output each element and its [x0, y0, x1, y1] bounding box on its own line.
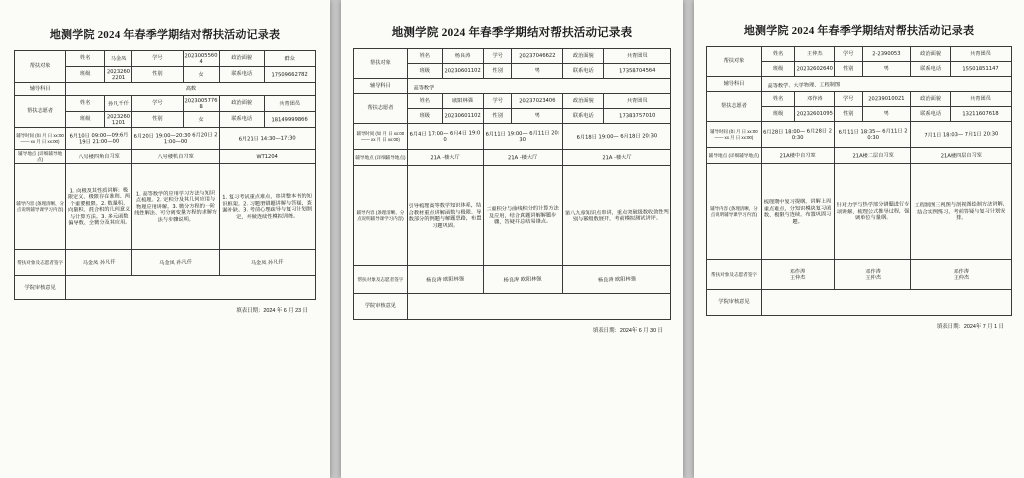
value-review: [407, 294, 670, 320]
label-tutor-place: 辅导地点 (详细辅导地点): [707, 148, 762, 164]
label-helper: 帮扶志愿者: [354, 94, 408, 124]
value-place-1: 八号楼四角自习室: [66, 149, 132, 165]
value-subject: 高等数学、大学物理、工程制图: [761, 74, 1011, 94]
table-row: [354, 94, 671, 109]
label-signature: 帮扶对象及志愿者签字: [354, 266, 408, 294]
label-helper: 帮扶志愿者: [15, 96, 66, 128]
label-signature: 帮扶对象及志愿者签字: [707, 260, 762, 290]
value-content-1: 引导梳理高等数学知识体系，结合教材重点讲解函数与极限、导数部分的例题与解题思路，布置习题巩固。: [407, 165, 484, 266]
label-helper-class: 班级: [761, 107, 795, 122]
label-helper-class: 班级: [407, 109, 442, 124]
label-class: 班级: [66, 67, 105, 83]
value-review: [761, 290, 1011, 316]
value-political: 共青团员: [604, 48, 671, 64]
value-place-2: 21A -楼大厅: [483, 149, 563, 167]
table-row: [707, 77, 1012, 92]
value-student-id: 20230055604: [183, 50, 219, 67]
form-sheet-1: [0, 0, 330, 478]
label-helper-political: 政治面貌: [563, 94, 604, 109]
label-name: 姓名: [66, 51, 105, 67]
value-helper-class: 20232601095: [795, 106, 835, 122]
value-time-2: 6月11日 18:35— 6月11日 20:30: [834, 121, 911, 149]
table-row: [354, 166, 671, 266]
label-helper: 帮扶志愿者: [707, 92, 762, 122]
label-help-target: 帮扶对象: [354, 49, 408, 79]
label-tutor-time: 辅导时间 (如 月 日 xx:00 —— xx 月 日 xx:00): [354, 124, 408, 150]
record-table-1: [14, 50, 316, 300]
label-tutor-time: 辅导时间 (如 月 日 xx:00 —— xx 月 日 xx:00): [15, 128, 66, 150]
value-signature-2: 马金凤 孙凡仟: [131, 248, 219, 277]
label-gender: 性别: [483, 64, 512, 79]
label-helper-name: 姓名: [407, 94, 442, 109]
label-gender: 性别: [835, 62, 862, 77]
value-time-3: 6月21日 14:30—17:30: [219, 126, 316, 150]
value-helper-id: 20237023406: [512, 93, 563, 109]
label-helper-contact: 联系电话: [219, 112, 264, 128]
value-content-2: 二重积分与曲线积分的计算方法及应用，结合真题讲解解题步骤，答疑并总结易错点。: [483, 165, 564, 266]
label-tutor-place: 辅导地点 (详细辅导地点): [354, 150, 408, 166]
table-row: [354, 150, 671, 166]
table-row: [15, 164, 316, 250]
value-signature-1: 马金凤 孙凡仟: [65, 249, 132, 277]
label-helper-gender: 性别: [835, 107, 862, 122]
table-row: [707, 290, 1012, 316]
label-helper-gender: 性别: [483, 109, 512, 124]
value-place-3: WT1204: [219, 148, 316, 164]
label-subject: 辅导科目: [707, 77, 762, 92]
value-place-3: 21A -楼大厅: [563, 148, 671, 166]
value-helper-political: 共青团员: [950, 91, 1011, 107]
value-subject: 高数: [66, 80, 316, 98]
value-helper-class: 20232601201: [105, 111, 132, 128]
label-name: 姓名: [407, 49, 442, 64]
label-contact: 联系电话: [911, 62, 951, 77]
value-gender: 男: [862, 61, 911, 77]
form-sheet-2: [341, 0, 683, 478]
label-gender: 性别: [132, 67, 183, 83]
label-student-id: 学号: [835, 47, 862, 62]
label-help-target: 帮扶对象: [707, 47, 762, 77]
value-name: 马金凤: [105, 50, 132, 67]
value-content-3: 工程制图三视图与剖视图绘制方法讲解，结合实例练习，考前答疑与复习计划安排。: [910, 163, 1012, 260]
value-content-1: 梳理期中复习提纲，讲解上周重点难点，分知识模块复习函数、极限与连续，布置巩固习题。: [761, 163, 836, 260]
label-contact: 联系电话: [563, 64, 604, 79]
value-helper-name: 孙凡千仟: [105, 95, 132, 112]
label-contact: 联系电话: [219, 67, 264, 83]
value-helper-gender: 男: [862, 106, 911, 122]
value-time-2: 6月11日 19:00— 6月11日 20:30: [483, 123, 563, 151]
record-table-2: [353, 48, 671, 320]
value-helper-political: 共青团员: [604, 93, 671, 109]
label-helper-contact: 联系电话: [563, 109, 604, 124]
label-political: 政治面貌: [219, 51, 264, 67]
value-place-1: 21A楼中自习室: [761, 147, 835, 165]
value-review: [66, 276, 316, 300]
page-title-2: 地测学院 2024 年春季学期结对帮扶活动记录表: [391, 27, 633, 39]
label-helper-name: 姓名: [761, 92, 795, 107]
label-helper-gender: 性别: [132, 112, 183, 128]
value-student-id: 2-2390053: [862, 46, 911, 62]
table-row: [354, 266, 671, 294]
table-row: [15, 128, 316, 150]
value-signature-2: 杨良涛 欧阳林强: [483, 264, 563, 295]
table-row: [707, 148, 1012, 164]
label-review: 学院审核意见: [354, 294, 408, 320]
value-gender: 女: [183, 66, 219, 83]
table-row: [707, 164, 1012, 260]
value-time-1: 6月10日 09:00—09:6月 19日 21:00—00: [65, 127, 132, 150]
value-helper-name: 邓作涛: [795, 91, 835, 107]
table-row: [15, 51, 316, 67]
label-political: 政治面貌: [563, 49, 604, 64]
value-class: 20232602640: [795, 61, 835, 77]
value-helper-id: 20239010021: [862, 91, 911, 107]
label-help-target: 帮扶对象: [15, 51, 66, 83]
value-political: 共青团员: [950, 46, 1011, 62]
label-review: 学院审核意见: [707, 290, 762, 316]
label-helper-contact: 联系电话: [911, 107, 951, 122]
value-helper-contact: 13211607618: [950, 106, 1011, 122]
table-row: [354, 294, 671, 320]
table-row: [707, 47, 1012, 62]
value-contact: 15501851147: [950, 61, 1011, 77]
label-helper-id: 学号: [132, 96, 183, 112]
value-helper-contact: 18149999866: [264, 111, 316, 128]
label-class: 班级: [407, 64, 442, 79]
value-place-2: 21A楼二层自习室: [834, 147, 911, 165]
label-helper-political: 政治面貌: [219, 96, 264, 112]
value-helper-class: 20230601102: [442, 108, 484, 124]
table-row: [15, 250, 316, 276]
table-row: [15, 276, 316, 300]
label-signature: 帮扶对象及志愿者签字: [15, 250, 66, 276]
value-helper-contact: 17383757010: [604, 108, 671, 124]
page-title-1: 地测学院 2024 年春季学期结对帮扶活动记录表: [49, 29, 281, 41]
table-row: [707, 122, 1012, 148]
label-tutor-content: 辅导内容 (条理清晰、分点说明辅导课学习内容): [707, 164, 762, 260]
label-subject: 辅导科目: [15, 83, 66, 96]
table-row: [707, 260, 1012, 290]
value-content-2: 1. 高等数学的应用学习方法与知识点梳理。2. 定积分及其几何应用与物理应用讲解。3. 微分方程的一阶线性解法、可分离变量方程的求解方法与步骤说明。: [131, 163, 219, 250]
value-place-3: 21A楼四层自习室: [911, 146, 1012, 164]
value-subject: 高等数学: [407, 76, 670, 97]
value-signature-3: 马金凤 孙凡仟: [219, 248, 316, 277]
footer-date-3: 填表日期：2024年 7 月 1 日: [936, 324, 1004, 330]
value-place-2: 八号楼机自习室: [132, 149, 220, 165]
value-student-id: 20237046622: [512, 48, 563, 64]
label-tutor-content: 辅导内容 (条理清晰、分点说明辅导课学习内容): [354, 166, 408, 266]
label-subject: 辅导科目: [354, 79, 408, 94]
table-row: [15, 83, 316, 96]
value-helper-political: 共青团员: [264, 95, 316, 112]
label-review: 学院审核意见: [15, 276, 66, 300]
label-tutor-time: 辅导时间 (如 月 日 xx:00 —— xx 月 日 xx:00): [707, 122, 762, 148]
value-name: 杨良涛: [442, 48, 484, 64]
label-helper-political: 政治面貌: [911, 92, 951, 107]
value-time-3: 7月1日 18:03— 7月1日 20:30: [911, 120, 1012, 148]
form-sheet-3: [694, 0, 1024, 478]
value-helper-id: 20230057768: [183, 95, 219, 112]
value-name: 王仲杰: [795, 46, 835, 62]
label-helper-name: 姓名: [66, 96, 105, 112]
label-political: 政治面貌: [911, 47, 951, 62]
value-gender: 男: [512, 63, 563, 79]
value-contact: 17358704564: [604, 63, 671, 79]
label-name: 姓名: [761, 47, 795, 62]
footer-date-2: 填表日期：2024年 6 月 30 日: [592, 328, 663, 334]
value-signature-1: 邓作涛 王仲杰: [761, 258, 835, 291]
record-table-3: [706, 46, 1012, 316]
value-signature-3: 杨良涛 欧阳林强: [562, 264, 671, 296]
value-time-3: 6月18日 19:00— 6月18日 20:30: [562, 122, 670, 150]
value-time-1: 6月28日 18:00— 6月28日 20:30: [761, 121, 835, 149]
label-tutor-place: 辅导地点 (详细辅导地点): [15, 150, 66, 164]
value-content-2: 针对力学与热学部分错题进行专项讲解，梳理公式推导过程，强调单位与量纲。: [834, 163, 912, 260]
value-content-3: 第八九章知识点串讲，重点突破级数收敛性判别与幂级数展开，考前模拟测试讲评。: [562, 165, 671, 266]
value-time-2: 6月20日 19:00—20:30 6月20日 21:00—00: [132, 127, 220, 151]
label-class: 班级: [761, 62, 795, 77]
value-helper-gender: 男: [512, 108, 563, 124]
label-student-id: 学号: [132, 51, 183, 67]
label-tutor-content: 辅导内容 (条理清晰、分点说明辅导课学习内容): [15, 164, 66, 250]
label-helper-id: 学号: [835, 92, 862, 107]
value-political: 群众: [264, 50, 316, 67]
value-time-1: 6月4日 17:00— 6月4日 19:00: [407, 123, 484, 151]
value-class: 20232602201: [105, 66, 132, 83]
value-contact: 17509662782: [264, 66, 316, 83]
value-content-1: 1. 向极及其性质讲解：极限定义、极限存在准则、两个重要极限。2. 数量积、向量积、混合积的几何意义与计算方法。3. 多元函数偏导数、全微分及其应用。: [65, 164, 132, 251]
table-row: [354, 49, 671, 64]
label-helper-class: 班级: [66, 112, 105, 128]
label-student-id: 学号: [483, 49, 512, 64]
footer-date-1: 填表日期：2024 年 6 月 23 日: [236, 308, 308, 315]
table-row: [15, 96, 316, 112]
value-signature-1: 杨良涛 欧阳林强: [407, 264, 484, 295]
table-row: [354, 79, 671, 94]
value-place-1: 21A -楼大厅: [407, 149, 483, 167]
value-signature-3: 邓作涛 王仲杰: [910, 258, 1012, 291]
value-helper-name: 欧阳林强: [442, 93, 484, 109]
value-class: 20230601102: [442, 63, 484, 79]
table-row: [354, 124, 671, 150]
label-helper-id: 学号: [483, 94, 512, 109]
page-title-3: 地测学院 2024 年春季学期结对帮扶活动记录表: [743, 25, 975, 37]
value-signature-2: 邓作涛 王仲杰: [834, 258, 911, 291]
table-row: [707, 92, 1012, 107]
value-helper-gender: 女: [183, 111, 219, 128]
table-row: [15, 150, 316, 164]
value-content-3: 1. 复习考试重点难点，串讲整本书的知识框架。2. 习题册错题讲解与答疑，查漏补缺。3. 考前心理疏导与复习计划制定，并做连续性模拟训练。: [219, 163, 317, 250]
